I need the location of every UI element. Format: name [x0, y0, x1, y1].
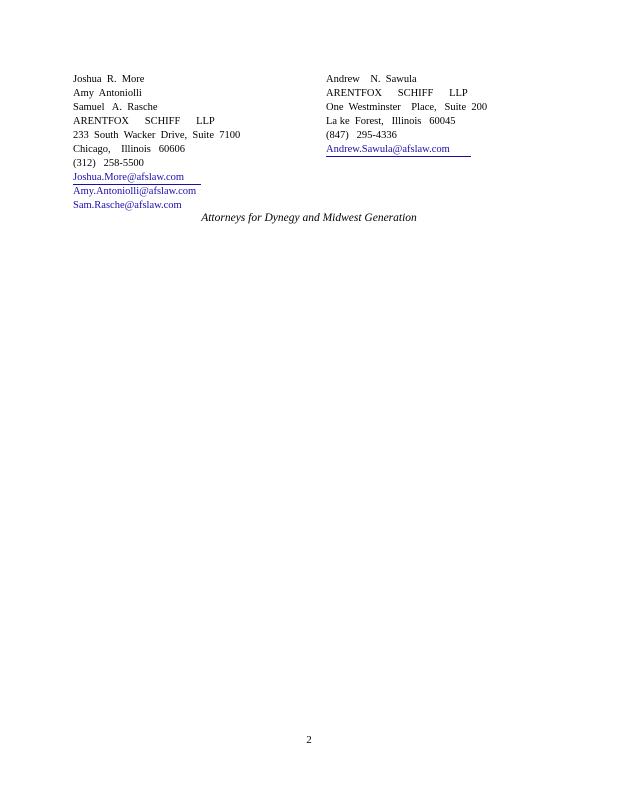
attorney-name: Samuel A. Rasche: [73, 102, 158, 113]
page-number: 2: [306, 734, 312, 746]
left-signature-block: [73, 73, 293, 213]
email-link[interactable]: Andrew.Sawula@afslaw.com: [326, 143, 526, 157]
city-state-zip: La ke Forest, Illinois 60045: [326, 116, 456, 127]
street-address: One Westminster Place, Suite 200: [326, 102, 488, 113]
firm-name: ARENTFOX SCHIFF LLP: [73, 116, 215, 127]
attorney-name: Amy Antoniolli: [73, 88, 142, 99]
attorney-name: Andrew N. Sawula: [326, 74, 417, 85]
signature-caption: Attorneys for Dynegy and Midwest Generation: [201, 212, 417, 224]
email-link[interactable]: Joshua.More@afslaw.com: [73, 171, 293, 185]
firm-name: ARENTFOX SCHIFF LLP: [326, 88, 468, 99]
email-link[interactable]: Amy.Antoniolli@afslaw.com: [73, 186, 197, 197]
city-state-zip: Chicago, Illinois 60606: [73, 144, 185, 155]
email-link[interactable]: Sam.Rasche@afslaw.com: [73, 200, 182, 211]
phone-number: (312) 258-5500: [73, 158, 144, 169]
phone-number: (847) 295-4336: [326, 130, 397, 141]
street-address: 233 South Wacker Drive, Suite 7100: [73, 130, 241, 141]
attorney-name: Joshua R. More: [73, 74, 145, 85]
right-signature-block: [326, 73, 526, 157]
